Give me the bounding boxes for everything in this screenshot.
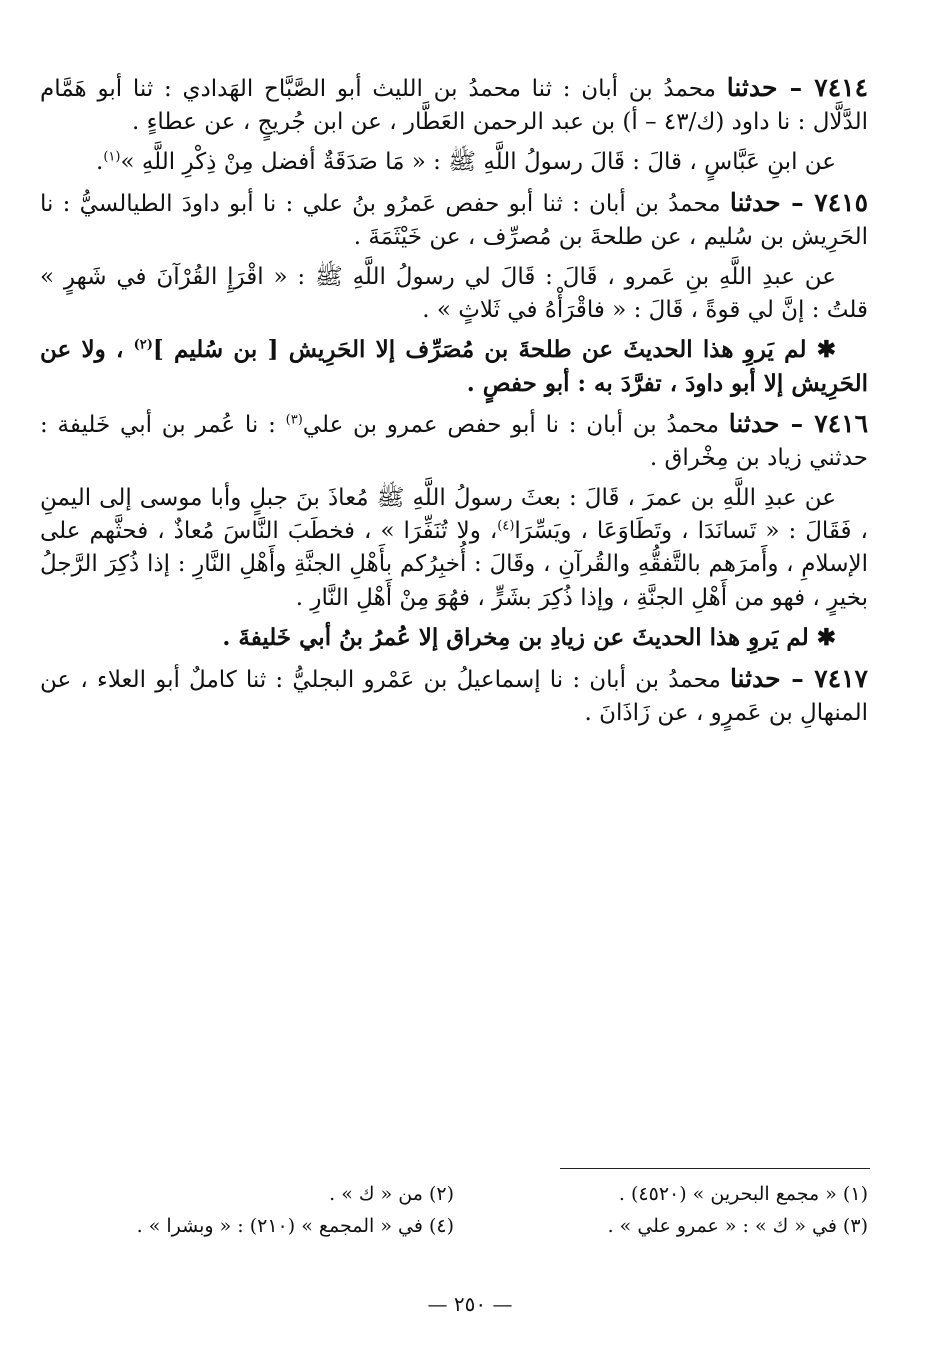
footnotes <box>40 1178 868 1243</box>
footnote-marker: (٣) <box>285 412 303 428</box>
hadith-number: ٧٤١٧ – حدثنا <box>729 663 868 693</box>
hadith-7416-isnad <box>40 406 868 476</box>
matn-text: عن عبدِ اللَّهِ بن عمرَ ، قَالَ : بعثَ رسولُ اللَّهِ ﷺ مُعاذَ بنَ جبلٍ وأبا موسى إلى اليمنِ ، فَقَالَ : « تَسانَدَا ، وتَطَاوَعَا ، ويَسِّرَا <box>40 484 868 545</box>
hadith-7414-isnad <box>40 70 868 140</box>
hadith-7414-matn <box>40 146 868 179</box>
comment-text: ✱ لم يَروِ هذا الحديثَ عن طلحةَ بن مُصَرِّف إلا الحَرِيش [ بن سُليم ] <box>152 336 836 364</box>
isnad-text: محمدُ بن أبان : نا إسماعيلُ بن عَمْرو البجليُّ : ثنا كاملٌ أبو العلاء ، عن المنهالِ بن عَمرٍو ، عن زَاذَانَ . <box>40 666 868 726</box>
matn-text: عن ابنِ عَبَّاسٍ ، قالَ : قَالَ رسولُ اللَّهِ ﷺ : « مَا صَدَقَةٌ أفضل مِنْ ذِكْرِ اللَّهِ » <box>120 148 836 175</box>
footnote-row <box>40 1210 868 1242</box>
footnote-3: (٣) في « ك » : « عمرو علي » . <box>607 1215 868 1238</box>
isnad-text-cont: : نا عُمر بن أبي خَليفة : حدثني زياد بن مِخْراق . <box>40 412 868 472</box>
hadith-7415-matn <box>40 261 868 328</box>
isnad-text: محمدُ بن أبان : ثنا محمدُ بن الليث أبو الصَّبَّاح الهَدادي : ثنا أبو هَمَّام الدَّلَّال : نا داود (ك/٤٣ – أ) بن عبد الرحمن العَطَّار ، عن ابن جُريجٍ ، عن عطاءٍ . <box>40 76 868 136</box>
footnote-marker: (٤) <box>497 518 515 534</box>
hadith-7417-isnad <box>40 661 868 731</box>
isnad-text: محمدُ بن أبان : ثنا أبو حفص عَمرُو بنُ علي : نا أبو داودَ الطيالسيُّ : نا الحَرِيش بن سُليم ، عن طلحةَ بن مُصرِّف ، عن خَيْثَمَةَ . <box>40 191 868 251</box>
comment-text: ✱ لم يَروِ هذا الحديثَ عن زيادِ بن مِخراق إلا عُمرُ بنُ أبي خَليفةَ . <box>222 624 836 652</box>
hadith-7415-isnad <box>40 185 868 255</box>
footnote-divider <box>560 1168 870 1169</box>
footnote-marker: (١) <box>103 149 121 165</box>
hadith-7415-comment <box>40 333 868 400</box>
hadith-7416-matn <box>40 482 868 615</box>
page-body <box>40 70 868 736</box>
footnote-1: (١) « مجمع البحرين » (٤٥٢٠) . <box>618 1183 868 1205</box>
end-mark: . <box>96 148 104 175</box>
footnote-marker: (٢) <box>133 337 153 353</box>
matn-text: عن عبدِ اللَّهِ بنِ عَمرو ، قَالَ : قَالَ لي رسولُ اللَّهِ ﷺ : « اقْرَإِ القُرْآنَ في شَهرٍ » قلتُ : إنَّ لي قوةً ، قَالَ : « فاقْرَأْهُ في ثَلاثٍ » . <box>40 263 868 324</box>
footnote-row <box>40 1178 868 1210</box>
isnad-text: محمدُ بن أبان : نا أبو حفص عمرو بن علي <box>302 412 719 439</box>
comment-text-cont: ، ولا عن الحَرِيش إلا أبو داودَ ، تفرَّدَ به : أبو حفصٍ . <box>40 336 868 397</box>
matn-text-cont: ، ولا تُنَفِّرَا » ، فخطَبَ النَّاسَ مُعاذٌ ، فحثَّهم على الإسلامِ ، وأَمرَهم بالتَّفقُّهِ والقُرآنِ ، وقَالَ : أُخبِرُكم بأَهْلِ الجنَّةِ وأَهْلِ النَّارِ : إذا ذُكِرَ الرَّجلُ بخيرٍ ، فهو من أَهْلِ الجنَّةِ ، وإذا ذُكِرَ بشَرٍّ ، فهُوَ مِنْ أَهْلِ النَّارِ . <box>40 518 868 611</box>
page-number: — ٢٥٠ — <box>427 1292 513 1316</box>
hadith-number: ٧٤١٦ – حدثنا <box>728 409 868 439</box>
hadith-number: ٧٤١٥ – حدثنا <box>729 188 869 218</box>
hadith-number: ٧٤١٤ – حدثنا <box>726 73 869 102</box>
footnote-4: (٤) في « المجمع » (٢١٠) : « وبشرا » . <box>136 1215 454 1238</box>
hadith-7416-comment <box>40 621 868 654</box>
footnote-2: (٢) من « ك » . <box>329 1183 454 1205</box>
